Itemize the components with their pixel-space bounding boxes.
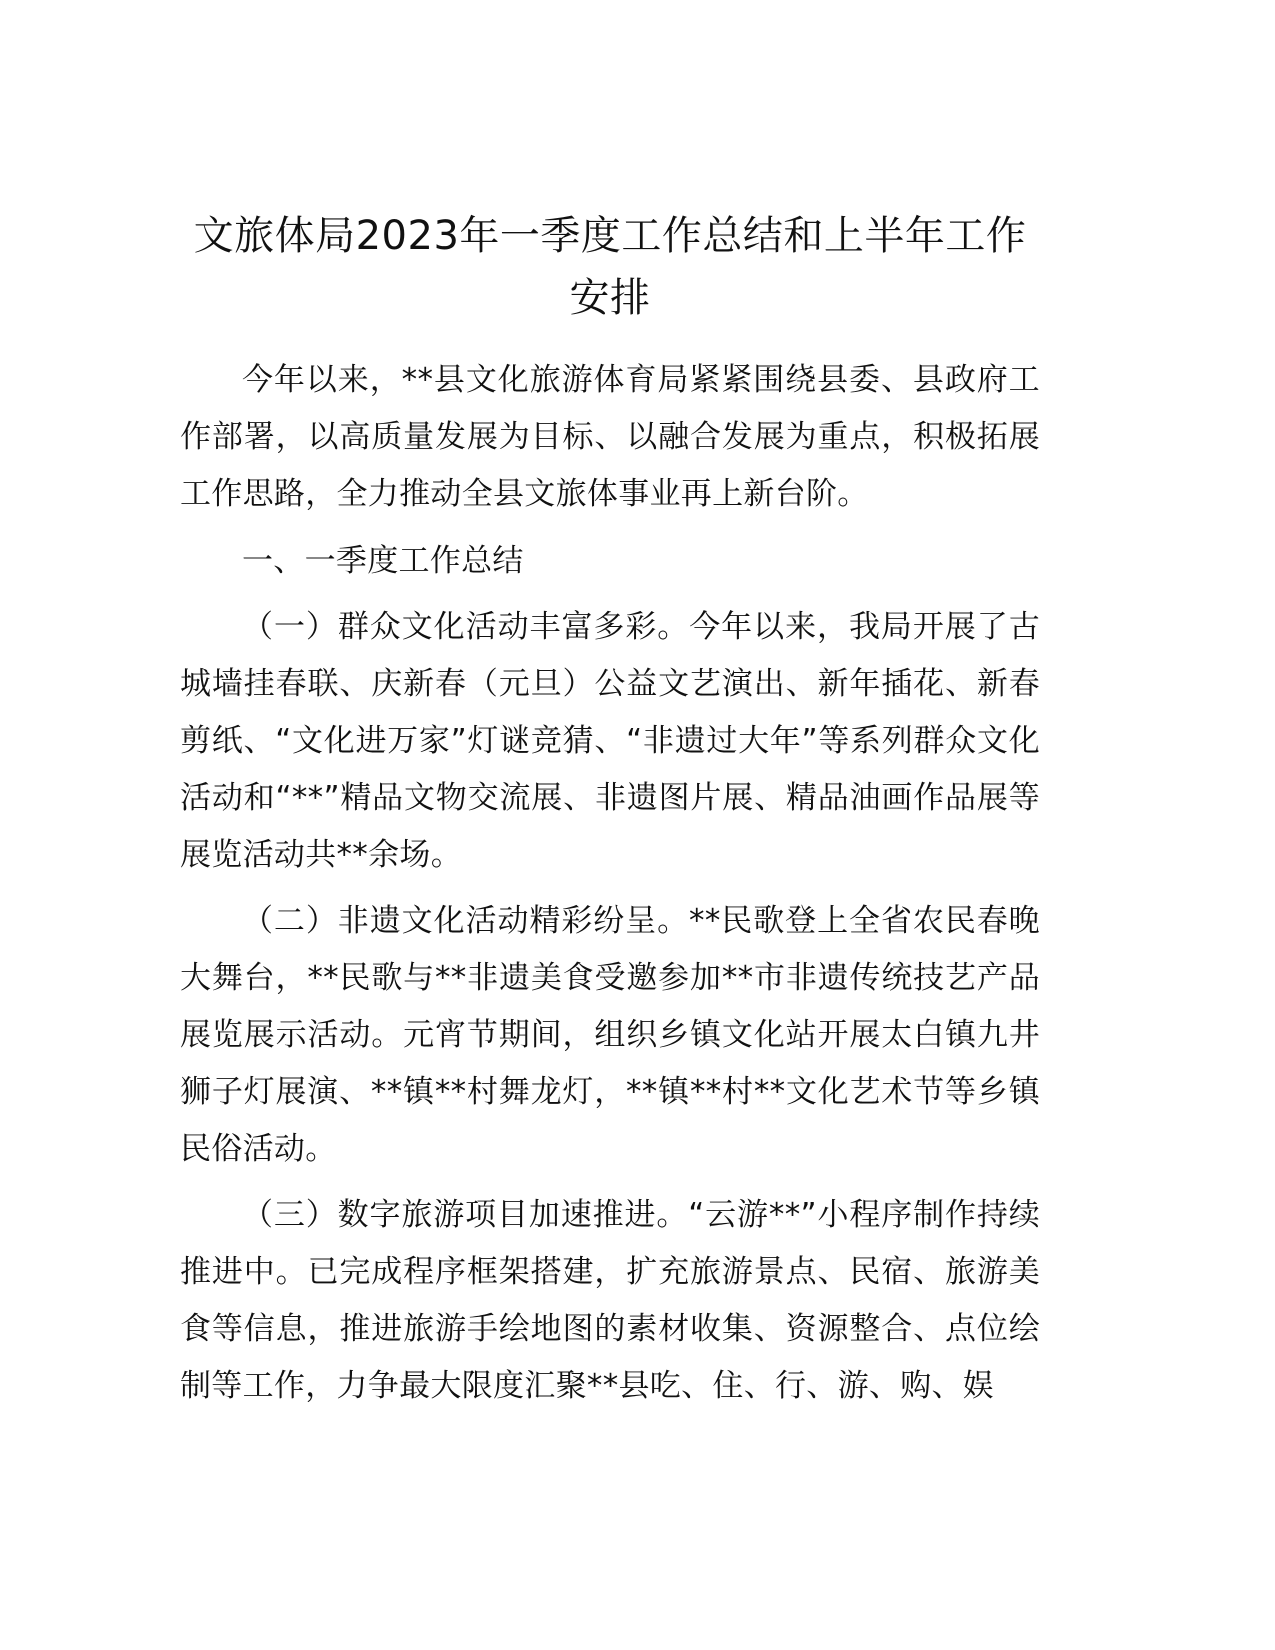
paragraph-mass-culture: （一）群众文化活动丰富多彩。今年以来，我局开展了古城墙挂春联、庆新春（元旦）公益文艺演出、新年插花、新春剪纸、“文化进万家”灯谜竞猜、“非遗过大年”等系列群众文化活动和“**”精品文物交流展、非遗图片展、精品油画作品展等展览活动共**余场。 [180, 609, 1040, 873]
document-title: 文旅体局2023年一季度工作总结和上半年工作安排 [193, 213, 1027, 321]
paragraph-intangible-heritage: （二）非遗文化活动精彩纷呈。**民歌登上全省农民春晚大舞台，**民歌与**非遗美食受邀参加**市非遗传统技艺产品展览展示活动。元宵节期间，组织乡镇文化站开展太白镇九井狮子灯展演、**镇**村舞龙灯，**镇**村**文化艺术节等乡镇民俗活动。 [180, 903, 1040, 1167]
intro-paragraph: 今年以来，**县文化旅游体育局紧紧围绕县委、县政府工作部署，以高质量发展为目标、以融合发展为重点，积极拓展工作思路，全力推动全县文旅体事业再上新台阶。 [180, 362, 1040, 512]
section-heading-q1-summary: 一、一季度工作总结 [242, 543, 524, 579]
paragraph-digital-tourism: （三）数字旅游项目加速推进。“云游**”小程序制作持续推进中。已完成程序框架搭建，扩充旅游景点、民宿、旅游美食等信息，推进旅游手绘地图的素材收集、资源整合、点位绘制等工作，力争最大限度汇聚**县吃、住、行、游、购、娱 [180, 1197, 1040, 1404]
document-body [180, 205, 1040, 1415]
